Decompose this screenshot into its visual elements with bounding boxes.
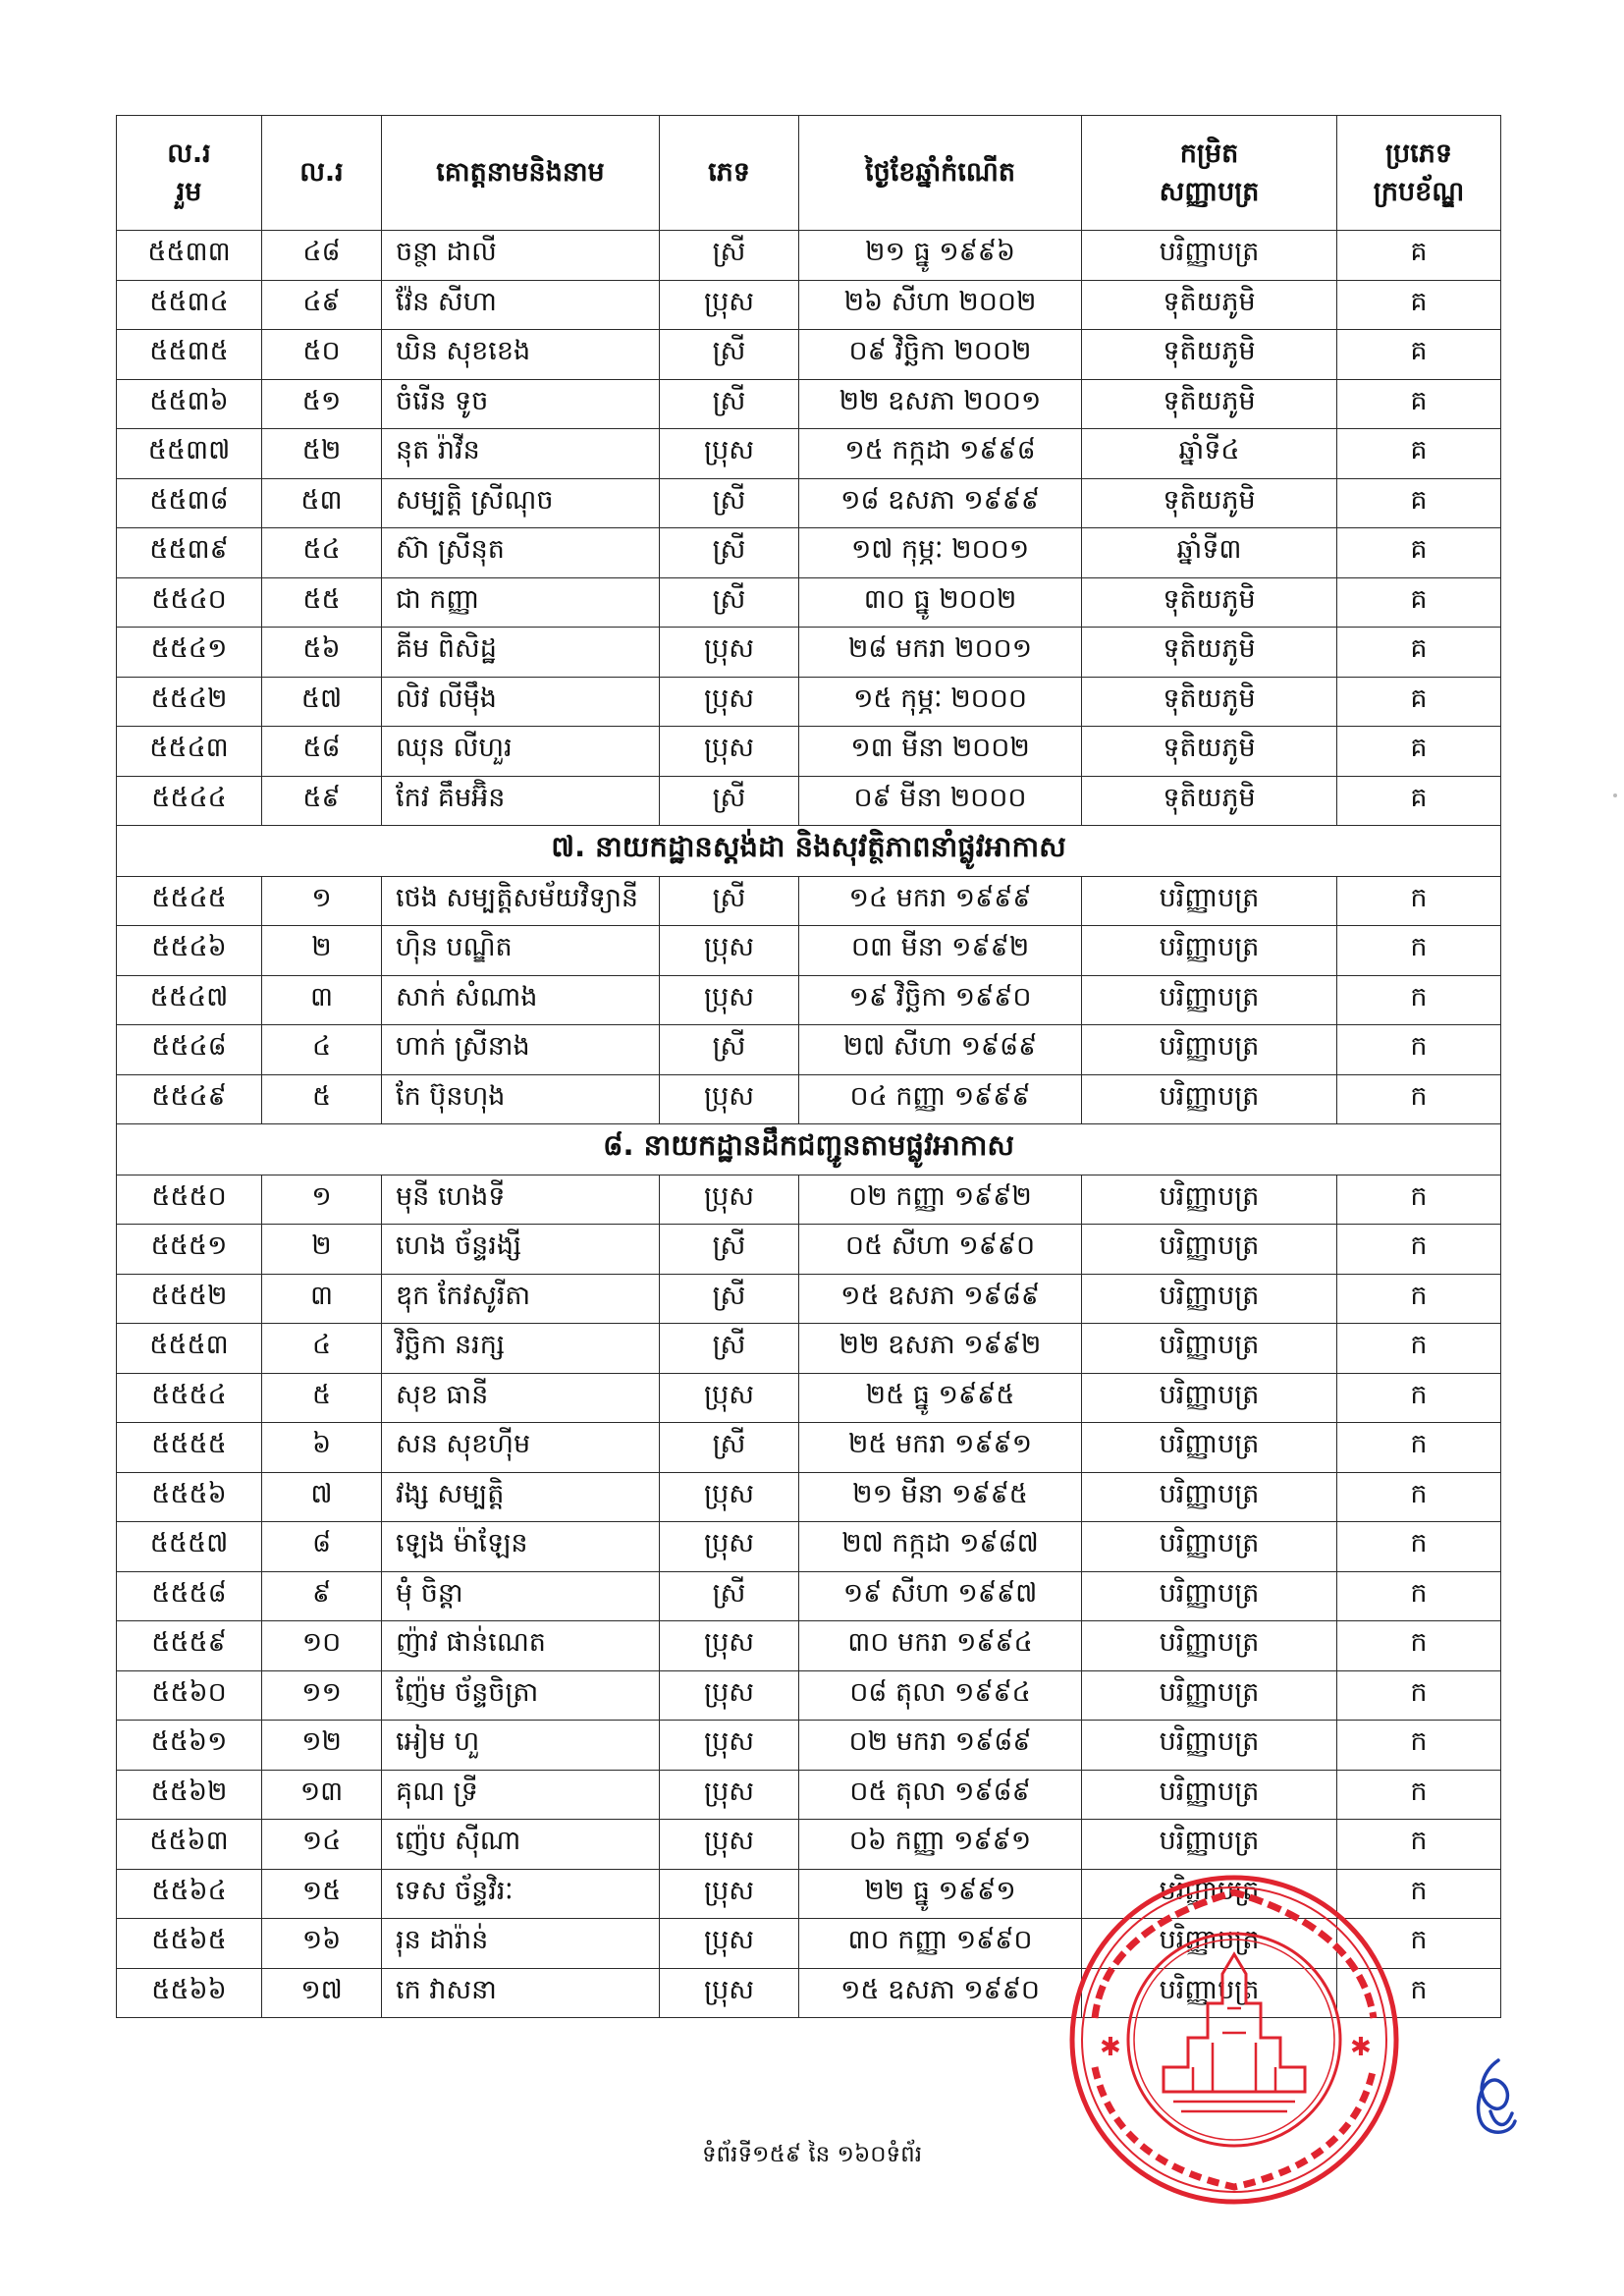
table-row <box>117 528 1501 578</box>
cell-no: ៥៥ <box>262 577 382 628</box>
cell-category: ក <box>1337 1324 1501 1374</box>
cell-degree: បរិញ្ញាបត្រ <box>1082 1175 1337 1225</box>
cell-no-total: ៥៥៥៦ <box>117 1472 262 1522</box>
table-header-row <box>117 116 1501 231</box>
header-degree: កម្រិត សញ្ញាបត្រ <box>1082 116 1337 231</box>
cell-sex: ប្រុស <box>660 1522 799 1572</box>
cell-degree: បរិញ្ញាបត្រ <box>1082 1274 1337 1324</box>
cell-dob: ២៦ សីហា ២០០២ <box>799 280 1082 330</box>
cell-no: ១០ <box>262 1621 382 1671</box>
cell-category: ក <box>1337 975 1501 1025</box>
cell-no: ២ <box>262 1225 382 1275</box>
cell-no: ៥៨ <box>262 727 382 777</box>
cell-dob: ០៣ មីនា ១៩៩២ <box>799 926 1082 976</box>
table-row <box>117 478 1501 528</box>
cell-category: គ <box>1337 577 1501 628</box>
cell-sex: ប្រុស <box>660 727 799 777</box>
table-row <box>117 280 1501 330</box>
cell-dob: ១៥ ឧសភា ១៩៨៩ <box>799 1274 1082 1324</box>
table-row <box>117 628 1501 678</box>
header-sex: ភេទ <box>660 116 799 231</box>
table-row <box>117 429 1501 479</box>
cell-degree: ទុតិយភូមិ <box>1082 330 1337 380</box>
cell-name: ឃិន សុខខេង <box>382 330 660 380</box>
table-row <box>117 1472 1501 1522</box>
cell-no-total: ៥៥៥០ <box>117 1175 262 1225</box>
cell-sex: ស្រី <box>660 379 799 429</box>
cell-category: ក <box>1337 1522 1501 1572</box>
cell-no-total: ៥៥៦១ <box>117 1721 262 1771</box>
cell-sex: ប្រុស <box>660 1968 799 2018</box>
header-dob: ថ្ងៃខែឆ្នាំកំណើត <box>799 116 1082 231</box>
cell-dob: ១៩ វិច្ឆិកា ១៩៩០ <box>799 975 1082 1025</box>
cell-no: ៤ <box>262 1324 382 1374</box>
cell-no: ៤ <box>262 1025 382 1075</box>
cell-name: សាក់ សំណាង <box>382 975 660 1025</box>
cell-category: គ <box>1337 628 1501 678</box>
table-row <box>117 975 1501 1025</box>
cell-name: ឈុន លីហួរ <box>382 727 660 777</box>
cell-no-total: ៥៥៦២ <box>117 1770 262 1820</box>
cell-name: ថេង សម្បត្តិសម័យវិទ្យានី <box>382 876 660 926</box>
cell-name: ញ៉េប ស៊ីណា <box>382 1820 660 1870</box>
cell-name: ចន្ថា ដាលី <box>382 231 660 281</box>
cell-sex: ស្រី <box>660 231 799 281</box>
cell-category: ក <box>1337 1621 1501 1671</box>
cell-category: ក <box>1337 1721 1501 1771</box>
cell-no: ១ <box>262 1175 382 1225</box>
cell-sex: ស្រី <box>660 577 799 628</box>
cell-no-total: ៥៥៤៤ <box>117 776 262 826</box>
cell-category: គ <box>1337 280 1501 330</box>
cell-degree: បរិញ្ញាបត្រ <box>1082 1869 1337 1919</box>
table-row <box>117 379 1501 429</box>
cell-name: ញ៉ាវ ផាន់ណេត <box>382 1621 660 1671</box>
table-row <box>117 1324 1501 1374</box>
cell-dob: ១៥ ឧសភា ១៩៩០ <box>799 1968 1082 2018</box>
header-no-total: ល.រ រួម <box>117 116 262 231</box>
cell-no: ៥ <box>262 1373 382 1423</box>
cell-no: ១១ <box>262 1670 382 1721</box>
cell-name: សន សុខហ៊ីម <box>382 1423 660 1473</box>
header-no: ល.រ <box>262 116 382 231</box>
cell-sex: ប្រុស <box>660 1670 799 1721</box>
cell-category: គ <box>1337 677 1501 727</box>
cell-degree: ទុតិយភូមិ <box>1082 478 1337 528</box>
cell-name: វង្ស សម្បត្តិ <box>382 1472 660 1522</box>
cell-sex: ស្រី <box>660 876 799 926</box>
cell-name: ចំរើន ទូច <box>382 379 660 429</box>
cell-no-total: ៥៥៥៧ <box>117 1522 262 1572</box>
cell-sex: ស្រី <box>660 1274 799 1324</box>
cell-no-total: ៥៥៦៦ <box>117 1968 262 2018</box>
cell-dob: ២២ ឧសភា ១៩៩២ <box>799 1324 1082 1374</box>
cell-no: ៥២ <box>262 429 382 479</box>
cell-no: ៣ <box>262 1274 382 1324</box>
table-row <box>117 776 1501 826</box>
cell-sex: ប្រុស <box>660 975 799 1025</box>
cell-category: ក <box>1337 1025 1501 1075</box>
cell-sex: ស្រី <box>660 1423 799 1473</box>
cell-category: ក <box>1337 1670 1501 1721</box>
cell-dob: ២៧ កក្កដា ១៩៨៧ <box>799 1522 1082 1572</box>
cell-dob: ១៤ មករា ១៩៩៩ <box>799 876 1082 926</box>
cell-name: ហេង ច័ន្ទរង្សី <box>382 1225 660 1275</box>
cell-category: គ <box>1337 379 1501 429</box>
cell-no: ១៣ <box>262 1770 382 1820</box>
table-row <box>117 1025 1501 1075</box>
cell-dob: ២២ ឧសភា ២០០១ <box>799 379 1082 429</box>
cell-no: ១៥ <box>262 1869 382 1919</box>
cell-dob: ០២ មករា ១៩៨៩ <box>799 1721 1082 1771</box>
cell-degree: បរិញ្ញាបត្រ <box>1082 1621 1337 1671</box>
cell-sex: ប្រុស <box>660 926 799 976</box>
table-row <box>117 1522 1501 1572</box>
cell-sex: ស្រី <box>660 478 799 528</box>
cell-sex: ប្រុស <box>660 1621 799 1671</box>
cell-degree: បរិញ្ញាបត្រ <box>1082 1074 1337 1124</box>
cell-dob: ១៨ ឧសភា ១៩៩៩ <box>799 478 1082 528</box>
table-row <box>117 1621 1501 1671</box>
table-row <box>117 1373 1501 1423</box>
cell-no: ៥៣ <box>262 478 382 528</box>
cell-name: វ៉ែន សីហា <box>382 280 660 330</box>
cell-category: ក <box>1337 1571 1501 1621</box>
cell-category: គ <box>1337 727 1501 777</box>
cell-name: ហាក់ ស្រីនាង <box>382 1025 660 1075</box>
cell-degree: បរិញ្ញាបត្រ <box>1082 1423 1337 1473</box>
table-row <box>117 330 1501 380</box>
cell-category: គ <box>1337 330 1501 380</box>
cell-no: ៧ <box>262 1472 382 1522</box>
cell-sex: ប្រុស <box>660 1919 799 1969</box>
cell-dob: ២១ ធ្នូ ១៩៩៦ <box>799 231 1082 281</box>
table-row <box>117 727 1501 777</box>
cell-dob: ៣០ មករា ១៩៩៤ <box>799 1621 1082 1671</box>
cell-degree: បរិញ្ញាបត្រ <box>1082 1472 1337 1522</box>
section-heading-row <box>117 1124 1501 1175</box>
cell-no-total: ៥៥៤០ <box>117 577 262 628</box>
cell-no: ៤៩ <box>262 280 382 330</box>
cell-degree: បរិញ្ញាបត្រ <box>1082 1025 1337 1075</box>
cell-dob: ១៧ កុម្ភៈ ២០០១ <box>799 528 1082 578</box>
cell-no: ៥ <box>262 1074 382 1124</box>
cell-degree: ទុតិយភូមិ <box>1082 280 1337 330</box>
cell-name: ហ៊ិន បណ្ឌិត <box>382 926 660 976</box>
cell-dob: ០៥ សីហា ១៩៩០ <box>799 1225 1082 1275</box>
cell-dob: ០៨ តុលា ១៩៩៤ <box>799 1670 1082 1721</box>
cell-no: ១៧ <box>262 1968 382 2018</box>
table-row <box>117 677 1501 727</box>
cell-degree: ឆ្នាំទី៣ <box>1082 528 1337 578</box>
cell-sex: ប្រុស <box>660 280 799 330</box>
table-row <box>117 876 1501 926</box>
cell-dob: ២៥ ធ្នូ ១៩៩៥ <box>799 1373 1082 1423</box>
handwritten-signature <box>1461 2052 1530 2146</box>
cell-no-total: ៥៥៥១ <box>117 1225 262 1275</box>
cell-category: ក <box>1337 926 1501 976</box>
cell-sex: ស្រី <box>660 1225 799 1275</box>
cell-name: ជា កញ្ញា <box>382 577 660 628</box>
cell-degree: ទុតិយភូមិ <box>1082 577 1337 628</box>
cell-sex: ស្រី <box>660 528 799 578</box>
section-heading-row <box>117 826 1501 877</box>
table-row <box>117 1770 1501 1820</box>
cell-name: លិវ លីម៉ឹង <box>382 677 660 727</box>
cell-name: សម្បត្តិ ស្រីណុច <box>382 478 660 528</box>
cell-name: រុន ដារ៉ាន់ <box>382 1919 660 1969</box>
cell-no-total: ៥៥៥៨ <box>117 1571 262 1621</box>
cell-dob: ១៣ មីនា ២០០២ <box>799 727 1082 777</box>
table-row <box>117 231 1501 281</box>
cell-degree: បរិញ្ញាបត្រ <box>1082 1670 1337 1721</box>
cell-dob: ០៩ មីនា ២០០០ <box>799 776 1082 826</box>
cell-category: គ <box>1337 478 1501 528</box>
table-row <box>117 926 1501 976</box>
scan-speck <box>1613 793 1617 797</box>
table-body <box>117 231 1501 2018</box>
cell-category: ក <box>1337 1225 1501 1275</box>
table-row <box>117 1274 1501 1324</box>
cell-sex: ប្រុស <box>660 1373 799 1423</box>
cell-name: អៀម ហួ <box>382 1721 660 1771</box>
cell-name: គីម ពិសិដ្ឋ <box>382 628 660 678</box>
cell-degree: ទុតិយភូមិ <box>1082 727 1337 777</box>
cell-no-total: ៥៥៣៦ <box>117 379 262 429</box>
cell-category: ក <box>1337 1968 1501 2018</box>
section-heading: ៧. នាយកដ្ឋានស្តង់ដា និងសុវត្ថិភាពនាំផ្លូវអាកាស <box>117 826 1501 877</box>
cell-degree: បរិញ្ញាបត្រ <box>1082 1373 1337 1423</box>
cell-degree: ទុតិយភូមិ <box>1082 628 1337 678</box>
cell-no-total: ៥៥៤២ <box>117 677 262 727</box>
cell-degree: ទុតិយភូមិ <box>1082 379 1337 429</box>
svg-text:✱: ✱ <box>1100 2033 1121 2062</box>
cell-no-total: ៥៥៦៤ <box>117 1869 262 1919</box>
cell-no: ៥៧ <box>262 677 382 727</box>
cell-no: ១ <box>262 876 382 926</box>
cell-no-total: ៥៥៤១ <box>117 628 262 678</box>
cell-degree: បរិញ្ញាបត្រ <box>1082 926 1337 976</box>
cell-no: ២ <box>262 926 382 976</box>
cell-category: ក <box>1337 1472 1501 1522</box>
cell-no-total: ៥៥៥៥ <box>117 1423 262 1473</box>
cell-category: គ <box>1337 776 1501 826</box>
cell-no-total: ៥៥៤៨ <box>117 1025 262 1075</box>
cell-no: ៦ <box>262 1423 382 1473</box>
cell-name: ទេស ច័ន្ទវិរៈ <box>382 1869 660 1919</box>
cell-dob: ១៩ សីហា ១៩៩៧ <box>799 1571 1082 1621</box>
cell-dob: ២៧ សីហា ១៩៨៩ <box>799 1025 1082 1075</box>
cell-no-total: ៥៥៤៦ <box>117 926 262 976</box>
cell-name: ម៉ុំ ចិន្តា <box>382 1571 660 1621</box>
cell-category: ក <box>1337 1820 1501 1870</box>
cell-category: គ <box>1337 528 1501 578</box>
cell-degree: បរិញ្ញាបត្រ <box>1082 1820 1337 1870</box>
header-category: ប្រភេទ ក្របខ័ណ្ឌ <box>1337 116 1501 231</box>
cell-degree: បរិញ្ញាបត្រ <box>1082 876 1337 926</box>
cell-no: ១៦ <box>262 1919 382 1969</box>
cell-sex: ស្រី <box>660 776 799 826</box>
cell-dob: ០៦ កញ្ញា ១៩៩១ <box>799 1820 1082 1870</box>
page-number-footer: ទំព័រទី១៥៩ នៃ ១៦០ទំព័រ <box>701 2142 923 2167</box>
cell-no: ៨ <box>262 1522 382 1572</box>
cell-category: ក <box>1337 1175 1501 1225</box>
cell-category: ក <box>1337 876 1501 926</box>
section-heading: ៨. នាយកដ្ឋានដឹកជញ្ជូនតាមផ្លូវអាកាស <box>117 1124 1501 1175</box>
cell-name: សុខ ធានី <box>382 1373 660 1423</box>
cell-dob: ០៩ វិច្ឆិកា ២០០២ <box>799 330 1082 380</box>
cell-sex: ប្រុស <box>660 1770 799 1820</box>
cell-no: ៥០ <box>262 330 382 380</box>
cell-no-total: ៥៥៤៧ <box>117 975 262 1025</box>
cell-sex: ប្រុស <box>660 1472 799 1522</box>
cell-sex: ស្រី <box>660 1324 799 1374</box>
cell-category: ក <box>1337 1919 1501 1969</box>
cell-dob: ០២ កញ្ញា ១៩៩២ <box>799 1175 1082 1225</box>
cell-dob: ៣០ ធ្នូ ២០០២ <box>799 577 1082 628</box>
cell-sex: ប្រុស <box>660 429 799 479</box>
cell-no-total: ៥៥៣៣ <box>117 231 262 281</box>
cell-name: មុនី ហេងទី <box>382 1175 660 1225</box>
cell-no-total: ៥៥៥៤ <box>117 1373 262 1423</box>
cell-name: ស៊ា ស្រីនុត <box>382 528 660 578</box>
cell-category: ក <box>1337 1770 1501 1820</box>
cell-name: ឌុក កែវសូរីតា <box>382 1274 660 1324</box>
cell-no: ៥១ <box>262 379 382 429</box>
cell-name: ញ៉ែម ច័ន្ទចិត្រា <box>382 1670 660 1721</box>
cell-dob: ១៥ កុម្ភៈ ២០០០ <box>799 677 1082 727</box>
cell-no-total: ៥៥៦៥ <box>117 1919 262 1969</box>
cell-name: គុណ ទ្រី <box>382 1770 660 1820</box>
cell-dob: ០៥ តុលា ១៩៨៩ <box>799 1770 1082 1820</box>
cell-category: គ <box>1337 231 1501 281</box>
cell-no-total: ៥៥៦០ <box>117 1670 262 1721</box>
cell-no-total: ៥៥៤៥ <box>117 876 262 926</box>
cell-dob: ២៥ មករា ១៩៩១ <box>799 1423 1082 1473</box>
cell-degree: បរិញ្ញាបត្រ <box>1082 231 1337 281</box>
header-name: គោត្តនាមនិងនាម <box>382 116 660 231</box>
cell-sex: ប្រុស <box>660 628 799 678</box>
cell-name: កែ ប៊ុនហុង <box>382 1074 660 1124</box>
cell-no-total: ៥៥៣៤ <box>117 280 262 330</box>
table-row <box>117 1721 1501 1771</box>
cell-category: ក <box>1337 1373 1501 1423</box>
cell-sex: ស្រី <box>660 330 799 380</box>
table-row <box>117 1670 1501 1721</box>
cell-degree: បរិញ្ញាបត្រ <box>1082 1770 1337 1820</box>
cell-degree: បរិញ្ញាបត្រ <box>1082 1571 1337 1621</box>
cell-no-total: ៥៥៥៣ <box>117 1324 262 1374</box>
cell-sex: ប្រុស <box>660 1175 799 1225</box>
cell-category: គ <box>1337 429 1501 479</box>
table-row <box>117 1820 1501 1870</box>
cell-sex: ស្រី <box>660 1571 799 1621</box>
cell-category: ក <box>1337 1869 1501 1919</box>
table-row <box>117 1423 1501 1473</box>
cell-degree: ឆ្នាំទី៤ <box>1082 429 1337 479</box>
cell-sex: ប្រុស <box>660 1074 799 1124</box>
cell-dob: ២១ មីនា ១៩៩៥ <box>799 1472 1082 1522</box>
svg-text:✱: ✱ <box>1350 2033 1372 2062</box>
cell-no-total: ៥៥៤៩ <box>117 1074 262 1124</box>
cell-degree: បរិញ្ញាបត្រ <box>1082 1968 1337 2018</box>
cell-degree: ទុតិយភូមិ <box>1082 776 1337 826</box>
cell-name: កែវ គឹមអ៊ិន <box>382 776 660 826</box>
cell-sex: ប្រុស <box>660 677 799 727</box>
cell-category: ក <box>1337 1074 1501 1124</box>
cell-no-total: ៥៥៣៩ <box>117 528 262 578</box>
cell-no-total: ៥៥៤៣ <box>117 727 262 777</box>
cell-dob: ២៨ មករា ២០០១ <box>799 628 1082 678</box>
cell-name: វិច្ឆិកា នរក្ស <box>382 1324 660 1374</box>
cell-no-total: ៥៥៥៩ <box>117 1621 262 1671</box>
staff-list-table <box>116 115 1501 2018</box>
cell-no: ១២ <box>262 1721 382 1771</box>
cell-sex: ប្រុស <box>660 1820 799 1870</box>
cell-name: ឡេង ម៉ាឡែន <box>382 1522 660 1572</box>
cell-degree: បរិញ្ញាបត្រ <box>1082 1225 1337 1275</box>
table-row <box>117 1074 1501 1124</box>
table-row <box>117 1175 1501 1225</box>
cell-no-total: ៥៥៥២ <box>117 1274 262 1324</box>
cell-sex: ស្រី <box>660 1025 799 1075</box>
cell-degree: បរិញ្ញាបត្រ <box>1082 1522 1337 1572</box>
cell-no-total: ៥៥៣៨ <box>117 478 262 528</box>
cell-sex: ប្រុស <box>660 1869 799 1919</box>
cell-no: ១៤ <box>262 1820 382 1870</box>
cell-dob: ១៥ កក្កដា ១៩៩៨ <box>799 429 1082 479</box>
table-row <box>117 577 1501 628</box>
cell-degree: បរិញ្ញាបត្រ <box>1082 975 1337 1025</box>
cell-name: នុត រ៉ាវីន <box>382 429 660 479</box>
cell-sex: ប្រុស <box>660 1721 799 1771</box>
cell-no: ៥៩ <box>262 776 382 826</box>
cell-degree: បរិញ្ញាបត្រ <box>1082 1324 1337 1374</box>
cell-degree: ទុតិយភូមិ <box>1082 677 1337 727</box>
cell-dob: ០៤ កញ្ញា ១៩៩៩ <box>799 1074 1082 1124</box>
cell-no: ៤៨ <box>262 231 382 281</box>
cell-no: ៥៦ <box>262 628 382 678</box>
cell-no-total: ៥៥៣៥ <box>117 330 262 380</box>
cell-category: ក <box>1337 1423 1501 1473</box>
cell-no-total: ៥៥៦៣ <box>117 1820 262 1870</box>
cell-no: ៩ <box>262 1571 382 1621</box>
table-row <box>117 1571 1501 1621</box>
cell-category: ក <box>1337 1274 1501 1324</box>
cell-no: ៥៤ <box>262 528 382 578</box>
cell-dob: ២២ ធ្នូ ១៩៩១ <box>799 1869 1082 1919</box>
cell-degree: បរិញ្ញាបត្រ <box>1082 1721 1337 1771</box>
cell-no-total: ៥៥៣៧ <box>117 429 262 479</box>
cell-dob: ៣០ កញ្ញា ១៩៩០ <box>799 1919 1082 1969</box>
cell-no: ៣ <box>262 975 382 1025</box>
cell-name: កេ វាសនា <box>382 1968 660 2018</box>
table-row <box>117 1225 1501 1275</box>
cell-degree: បរិញ្ញាបត្រ <box>1082 1919 1337 1969</box>
